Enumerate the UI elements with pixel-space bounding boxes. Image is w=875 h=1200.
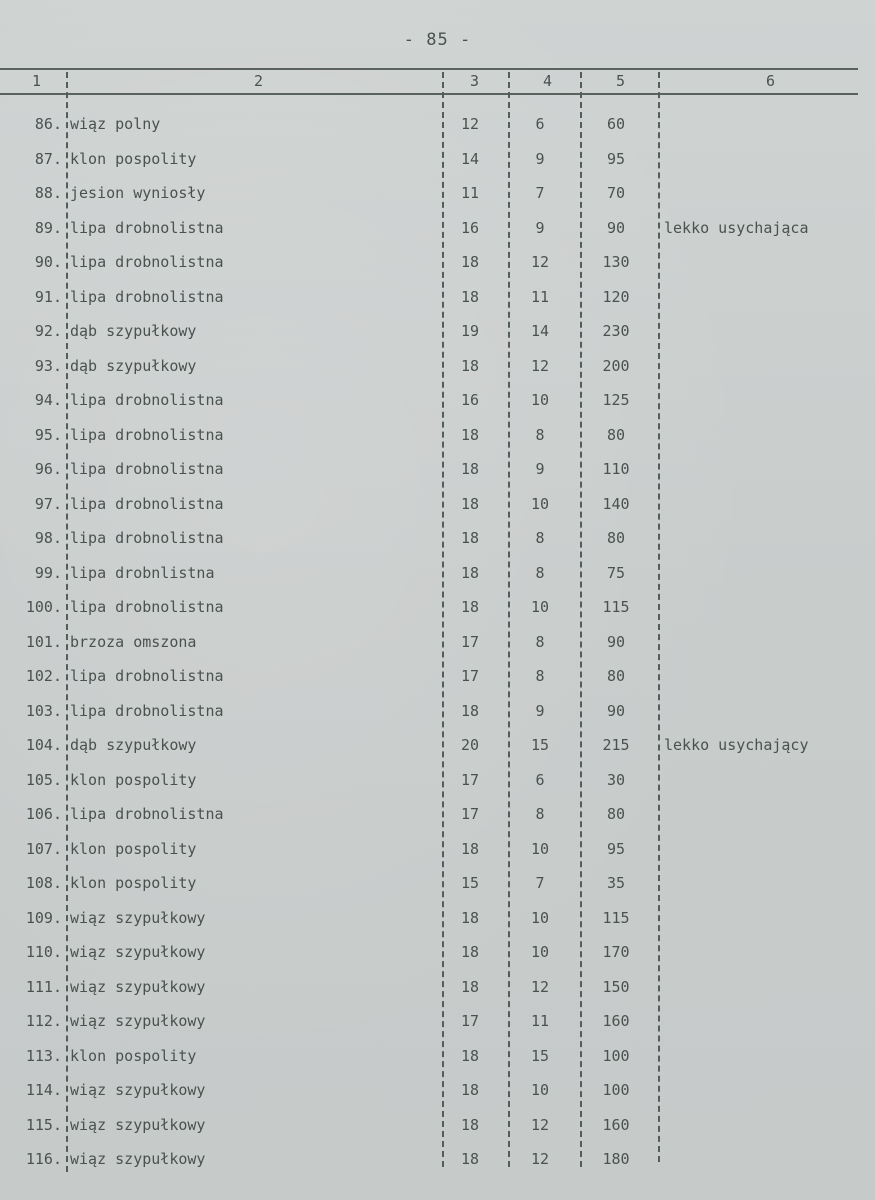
column-4-value: 10	[530, 598, 550, 616]
table-row	[0, 943, 875, 977]
table-row	[0, 426, 875, 460]
column-3-value: 18	[460, 1115, 480, 1134]
row-number: 108.	[25, 874, 62, 892]
column-4-value: 9	[535, 149, 545, 168]
table-row	[0, 564, 875, 598]
column-3-value: 18	[460, 1081, 480, 1099]
header-top-rule	[0, 68, 858, 70]
tree-species: wiąz szypułkowy	[70, 1012, 206, 1030]
tree-species: lipa drobnolistna	[70, 701, 224, 720]
table-row	[0, 529, 875, 563]
header-bottom-rule	[0, 93, 858, 95]
tree-species: lipa drobnolistna	[70, 253, 224, 271]
column-4-value: 8	[535, 632, 545, 651]
row-number: 113.	[25, 1046, 62, 1065]
column-3-value: 17	[460, 770, 480, 789]
table-row	[0, 184, 875, 218]
tree-species: wiąz szypułkowy	[70, 977, 206, 996]
row-number: 99.	[34, 563, 62, 582]
column-5-value: 215	[602, 736, 630, 754]
row-number: 107.	[25, 839, 62, 858]
tree-species: klon pospolity	[70, 770, 197, 789]
column-4-value: 15	[530, 1046, 550, 1065]
row-number: 104.	[25, 736, 62, 754]
tree-species: dąb szypułkowy	[70, 322, 197, 340]
column-5-value: 140	[602, 494, 630, 513]
table-row	[0, 840, 875, 874]
row-number: 116.	[25, 1150, 62, 1168]
column-5-value: 120	[602, 287, 630, 306]
column-3-value: 17	[460, 632, 480, 651]
column-header-3: 3	[470, 72, 480, 90]
page-number: - 85 -	[403, 30, 472, 50]
column-5-value: 70	[606, 184, 626, 202]
row-number: 101.	[25, 632, 62, 651]
column-4-value: 8	[535, 805, 545, 823]
table-row	[0, 771, 875, 805]
tree-species: wiąz szypułkowy	[70, 1115, 206, 1134]
column-3-value: 18	[460, 977, 480, 996]
table-row	[0, 1116, 875, 1150]
row-number: 109.	[25, 908, 62, 927]
remark: lekko usychająca	[664, 218, 809, 237]
column-3-value: 18	[460, 908, 480, 927]
row-number: 103.	[25, 701, 62, 720]
column-5-value: 80	[606, 805, 626, 823]
column-4-value: 10	[530, 391, 550, 409]
table-row	[0, 150, 875, 184]
table-row	[0, 460, 875, 494]
tree-species: lipa drobnolistna	[70, 425, 224, 444]
column-3-value: 12	[460, 115, 480, 133]
column-3-value: 18	[460, 287, 480, 306]
table-row	[0, 322, 875, 356]
column-4-value: 12	[530, 1115, 550, 1134]
column-5-value: 130	[602, 253, 630, 271]
column-5-value: 60	[606, 115, 626, 133]
column-5-value: 95	[606, 149, 626, 168]
column-3-value: 16	[460, 218, 480, 237]
table-row	[0, 1081, 875, 1115]
tree-species: wiąz szypułkowy	[70, 908, 206, 927]
tree-species: lipa drobnolistna	[70, 598, 224, 616]
tree-species: wiąz szypułkowy	[70, 1081, 206, 1099]
column-5-value: 100	[602, 1081, 630, 1099]
row-number: 95.	[34, 425, 62, 444]
table-row	[0, 874, 875, 908]
table-row	[0, 667, 875, 701]
column-4-value: 10	[530, 839, 550, 858]
row-number: 90.	[34, 253, 62, 271]
tree-species: jesion wyniosły	[70, 184, 206, 202]
table-row	[0, 357, 875, 391]
column-5-value: 90	[606, 701, 626, 720]
table-row	[0, 909, 875, 943]
tree-species: wiąz szypułkowy	[70, 943, 206, 961]
column-3-value: 18	[460, 425, 480, 444]
column-3-value: 18	[460, 529, 480, 547]
column-header-4: 4	[543, 72, 553, 90]
column-4-value: 9	[535, 701, 545, 720]
row-number: 96.	[34, 460, 62, 478]
column-3-value: 18	[460, 1150, 480, 1168]
column-5-value: 90	[606, 218, 626, 237]
column-4-value: 8	[535, 667, 545, 685]
column-5-value: 200	[602, 356, 630, 375]
column-4-value: 10	[530, 908, 550, 927]
column-5-value: 150	[602, 977, 630, 996]
column-4-value: 8	[535, 529, 545, 547]
row-number: 97.	[34, 494, 62, 513]
column-3-value: 20	[460, 736, 480, 754]
row-number: 106.	[25, 805, 62, 823]
column-3-value: 18	[460, 494, 480, 513]
column-header-2: 2	[254, 72, 264, 90]
tree-species: dąb szypułkowy	[70, 736, 197, 754]
column-4-value: 7	[535, 184, 545, 202]
tree-species: lipa drobnolistna	[70, 391, 224, 409]
table-row	[0, 1047, 875, 1081]
tree-species: lipa drobnolistna	[70, 218, 224, 237]
column-5-value: 90	[606, 632, 626, 651]
row-number: 94.	[34, 391, 62, 409]
column-4-value: 9	[535, 460, 545, 478]
column-3-value: 17	[460, 1012, 480, 1030]
column-5-value: 230	[602, 322, 630, 340]
column-3-value: 18	[460, 943, 480, 961]
row-number: 111.	[25, 977, 62, 996]
tree-species: dąb szypułkowy	[70, 356, 197, 375]
column-5-value: 80	[606, 529, 626, 547]
column-5-value: 80	[606, 667, 626, 685]
table-row	[0, 495, 875, 529]
column-5-value: 160	[602, 1012, 630, 1030]
column-3-value: 14	[460, 149, 480, 168]
column-3-value: 17	[460, 667, 480, 685]
column-3-value: 17	[460, 805, 480, 823]
column-4-value: 12	[530, 1150, 550, 1168]
column-5-value: 80	[606, 425, 626, 444]
table-row	[0, 978, 875, 1012]
column-3-value: 16	[460, 391, 480, 409]
column-5-value: 180	[602, 1150, 630, 1168]
table-row	[0, 253, 875, 287]
tree-species: wiąz szypułkowy	[70, 1150, 206, 1168]
tree-species: klon pospolity	[70, 874, 197, 892]
row-number: 112.	[25, 1012, 62, 1030]
column-4-value: 10	[530, 1081, 550, 1099]
column-4-value: 8	[535, 425, 545, 444]
table-row	[0, 1150, 875, 1184]
row-number: 100.	[25, 598, 62, 616]
row-number: 87.	[34, 149, 62, 168]
row-number: 93.	[34, 356, 62, 375]
column-3-value: 18	[460, 253, 480, 271]
column-5-value: 30	[606, 770, 626, 789]
column-3-value: 18	[460, 839, 480, 858]
table-row	[0, 219, 875, 253]
row-number: 88.	[34, 184, 62, 202]
row-number: 98.	[34, 529, 62, 547]
tree-species: lipa drobnolistna	[70, 460, 224, 478]
row-number: 105.	[25, 770, 62, 789]
table-row	[0, 598, 875, 632]
tree-species: lipa drobnolistna	[70, 494, 224, 513]
column-5-value: 125	[602, 391, 630, 409]
column-3-value: 18	[460, 460, 480, 478]
tree-species: klon pospolity	[70, 1046, 197, 1065]
column-4-value: 14	[530, 322, 550, 340]
column-3-value: 18	[460, 356, 480, 375]
tree-species: lipa drobnolistna	[70, 529, 224, 547]
tree-species: klon pospolity	[70, 149, 197, 168]
tree-species: lipa drobnolistna	[70, 287, 224, 306]
column-3-value: 15	[460, 874, 480, 892]
column-5-value: 160	[602, 1115, 630, 1134]
column-5-value: 35	[606, 874, 626, 892]
column-4-value: 10	[530, 494, 550, 513]
column-3-value: 18	[460, 563, 480, 582]
tree-species: wiąz polny	[70, 115, 161, 133]
column-4-value: 10	[530, 943, 550, 961]
tree-species: lipa drobnolistna	[70, 805, 224, 823]
column-4-value: 12	[530, 977, 550, 996]
table-row	[0, 115, 875, 149]
column-header-6: 6	[766, 72, 776, 90]
column-3-value: 18	[460, 701, 480, 720]
column-5-value: 170	[602, 943, 630, 961]
column-5-value: 115	[602, 908, 630, 927]
row-number: 86.	[34, 115, 62, 133]
table-row	[0, 702, 875, 736]
table-row	[0, 1012, 875, 1046]
tree-species: lipa drobnlistna	[70, 563, 215, 582]
column-4-value: 6	[535, 115, 545, 133]
table-row	[0, 633, 875, 667]
tree-species: klon pospolity	[70, 839, 197, 858]
column-4-value: 6	[535, 770, 545, 789]
column-5-value: 110	[602, 460, 630, 478]
column-3-value: 11	[460, 184, 480, 202]
column-5-value: 75	[606, 563, 626, 582]
row-number: 102.	[25, 667, 62, 685]
column-4-value: 11	[530, 1012, 550, 1030]
column-4-value: 7	[535, 874, 545, 892]
row-number: 115.	[25, 1115, 62, 1134]
column-4-value: 9	[535, 218, 545, 237]
tree-species: brzoza omszona	[70, 632, 197, 651]
table-row	[0, 736, 875, 770]
remark: lekko usychający	[664, 736, 809, 754]
column-3-value: 18	[460, 1046, 480, 1065]
column-5-value: 115	[602, 598, 630, 616]
row-number: 110.	[25, 943, 62, 961]
column-4-value: 12	[530, 253, 550, 271]
column-5-value: 95	[606, 839, 626, 858]
row-number: 91.	[34, 287, 62, 306]
column-5-value: 100	[602, 1046, 630, 1065]
tree-species: lipa drobnolistna	[70, 667, 224, 685]
table-row	[0, 805, 875, 839]
table-row	[0, 391, 875, 425]
row-number: 92.	[34, 322, 62, 340]
column-4-value: 15	[530, 736, 550, 754]
column-3-value: 18	[460, 598, 480, 616]
column-header-5: 5	[616, 72, 626, 90]
row-number: 89.	[34, 218, 62, 237]
table-row	[0, 288, 875, 322]
row-number: 114.	[25, 1081, 62, 1099]
column-4-value: 12	[530, 356, 550, 375]
column-4-value: 8	[535, 563, 545, 582]
column-3-value: 19	[460, 322, 480, 340]
column-4-value: 11	[530, 287, 550, 306]
column-header-1: 1	[32, 72, 42, 90]
